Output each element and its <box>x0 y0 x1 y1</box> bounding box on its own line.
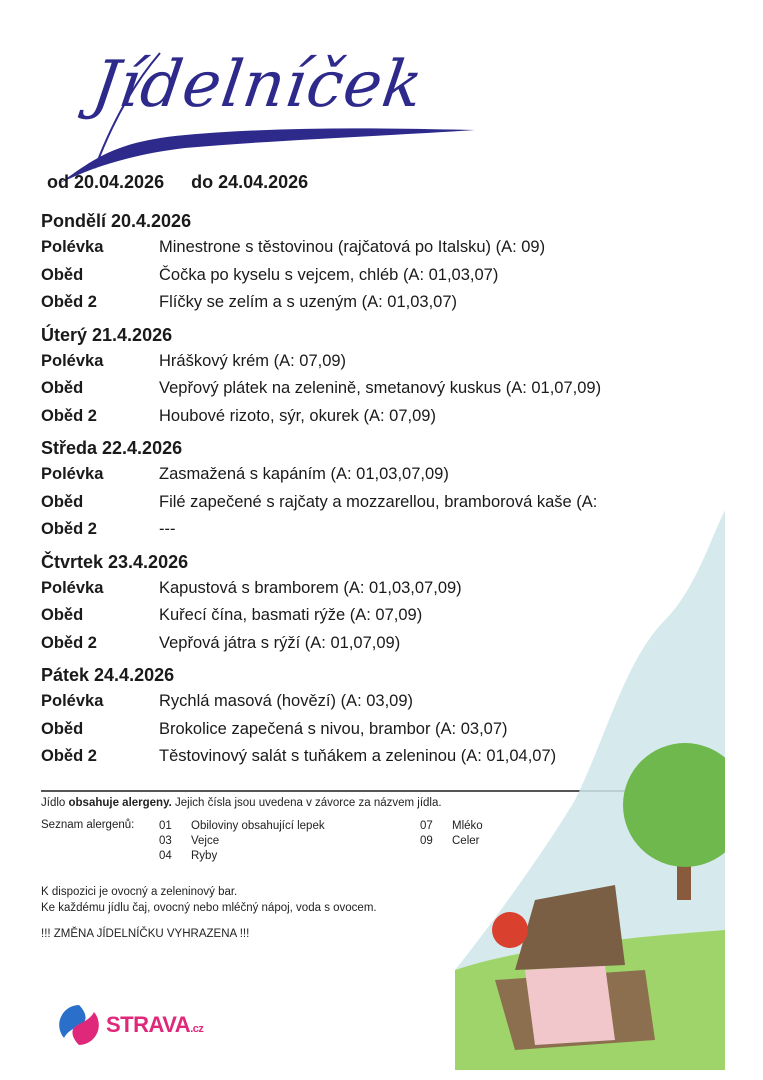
basket-cloth <box>525 965 615 1045</box>
note-salad-bar: K dispozici je ovocný a zeleninový bar. <box>41 886 238 898</box>
note-drinks: Ke každému jídlu čaj, ovocný nebo mléčný nápoj, voda s ovocem. <box>41 902 377 914</box>
meal-dish: --- <box>159 520 176 538</box>
day-section <box>41 322 691 431</box>
meal-row <box>41 348 691 376</box>
info-prefix: Jídlo <box>41 797 69 809</box>
allergen-name: Vejce <box>191 835 220 847</box>
meal-row <box>41 375 691 403</box>
meal-dish: Zasmažená s kapáním (A: 01,03,07,09) <box>159 465 449 483</box>
meal-dish: Vepřová játra s rýží (A: 01,07,09) <box>159 633 401 652</box>
allergen-info <box>41 797 442 809</box>
meal-label: Oběd 2 <box>41 633 97 652</box>
meal-dish: Rychlá masová (hovězí) (A: 03,09) <box>159 692 414 710</box>
allergen-number: 09 <box>420 835 433 847</box>
allergen-name: Ryby <box>191 850 218 862</box>
allergen-list-label: Seznam alergenů: <box>41 819 135 831</box>
strava-swirl-icon <box>56 1002 102 1048</box>
meal-label: Polévka <box>41 578 104 597</box>
allergen-item <box>159 849 325 864</box>
day-heading: Středa 22.4.2026 <box>41 438 183 458</box>
allergen-name: Celer <box>452 835 480 847</box>
meal-label: Oběd 2 <box>41 747 97 765</box>
meal-label: Oběd <box>41 265 84 284</box>
day-heading: Pátek 24.4.2026 <box>41 665 175 685</box>
meal-label: Oběd <box>41 719 84 738</box>
meal-dish: Kapustová s bramborem (A: 01,03,07,09) <box>159 578 462 597</box>
meal-label: Polévka <box>41 238 104 256</box>
meal-dish: Filé zapečené s rajčaty a mozzarellou, bramborová kaše (A: <box>159 492 598 511</box>
meal-row <box>41 461 691 489</box>
meal-label: Oběd 2 <box>41 293 97 311</box>
notes <box>41 884 377 916</box>
allergen-item <box>159 819 325 834</box>
meal-dish: Kuřecí čína, basmati rýže (A: 07,09) <box>159 606 423 624</box>
meal-dish: Hráškový krém (A: 07,09) <box>159 351 347 370</box>
meal-row <box>41 234 691 262</box>
allergen-column-1 <box>159 819 325 864</box>
meal-dish: Čočka po kyselu s vejcem, chléb (A: 01,03,07) <box>159 265 499 284</box>
meal-label: Polévka <box>41 465 104 483</box>
picnic-illustration <box>455 500 725 1070</box>
change-warning: !!! ZMĚNA JÍDELNÍČKU VYHRAZENA !!! <box>41 928 250 940</box>
period-from: od 20.04.2026 <box>47 172 165 192</box>
meal-dish: Flíčky se zelím a s uzeným (A: 01,03,07) <box>159 293 458 311</box>
meal-row <box>41 403 691 431</box>
meal-label: Polévka <box>41 692 104 710</box>
meal-dish: Vepřový plátek na zelenině, smetanový kuskus (A: 01,07,09) <box>159 379 602 397</box>
menu-title: Jídelníček <box>87 48 428 122</box>
allergen-name: Obiloviny obsahující lepek <box>191 820 325 832</box>
meal-row <box>41 289 691 317</box>
meal-label: Oběd 2 <box>41 406 97 425</box>
meal-dish: Těstovinový salát s tuňákem a zeleninou (A: 01,04,07) <box>159 747 557 765</box>
meal-dish: Brokolice zapečená s nivou, brambor (A: 03,07) <box>159 719 508 738</box>
period-to: do 24.04.2026 <box>191 172 309 192</box>
info-suffix: Jejich čísla jsou uvedena v závorce za názvem jídla. <box>171 797 442 809</box>
meal-dish: Minestrone s těstovinou (rajčatová po Italsku) (A: 09) <box>159 238 546 256</box>
allergen-name: Mléko <box>452 820 483 832</box>
allergen-number: 07 <box>420 820 433 832</box>
menu-title-logo <box>55 48 495 188</box>
day-heading: Pondělí 20.4.2026 <box>41 211 192 231</box>
day-heading: Čtvrtek 23.4.2026 <box>41 551 189 572</box>
strava-logo-text: STRAVA.cz <box>106 1012 204 1037</box>
meal-row <box>41 262 691 290</box>
info-bold: obsahuje alergeny. <box>68 797 172 809</box>
meal-label: Oběd 2 <box>41 520 97 538</box>
meal-label: Polévka <box>41 351 104 370</box>
apple <box>492 912 528 948</box>
allergen-number: 03 <box>159 835 172 847</box>
meal-label: Oběd <box>41 379 84 397</box>
meal-label: Oběd <box>41 492 84 511</box>
meal-label: Oběd <box>41 606 84 624</box>
allergen-item <box>159 834 325 849</box>
strava-logo <box>56 1002 203 1048</box>
allergen-number: 04 <box>159 850 172 862</box>
allergen-number: 01 <box>159 820 172 832</box>
day-section <box>41 208 691 317</box>
day-heading: Úterý 21.4.2026 <box>41 324 173 345</box>
menu-period <box>47 172 330 193</box>
meal-dish: Houbové rizoto, sýr, okurek (A: 07,09) <box>159 406 436 425</box>
